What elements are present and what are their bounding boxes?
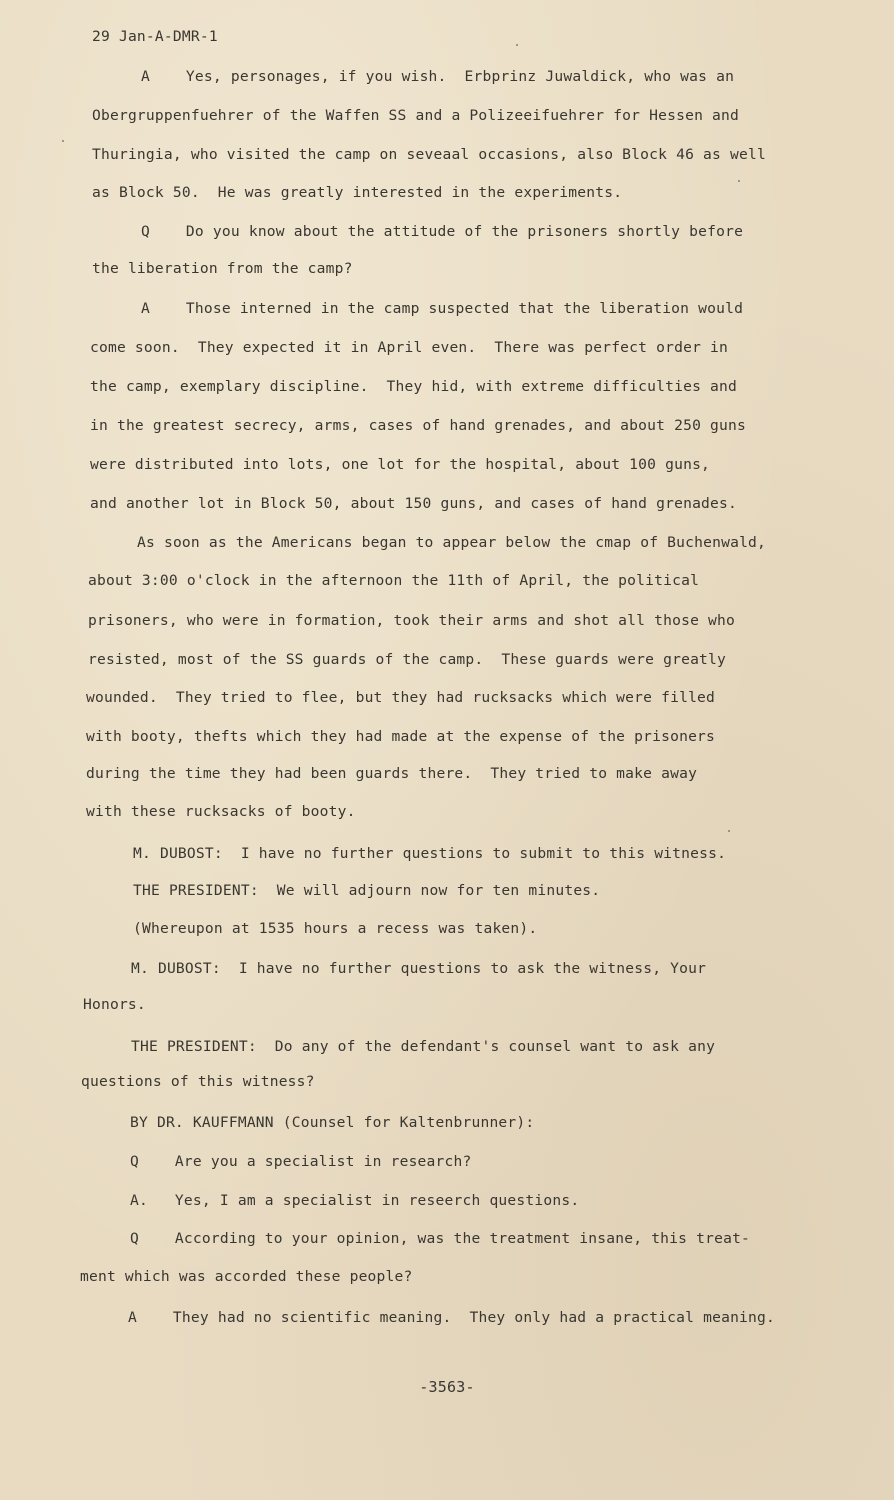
text-line: questions of this witness? xyxy=(81,1073,315,1090)
text-line: prisoners, who were in formation, took their arms and shot all those who xyxy=(88,612,736,629)
text-line: M. DUBOST: I have no further questions to ask the witness, Your xyxy=(131,960,707,977)
text-line: A. Yes, I am a specialist in reseerch questions. xyxy=(130,1192,580,1209)
text-line: the camp, exemplary discipline. They hid, with extreme difficulties and xyxy=(90,378,738,395)
text-line: about 3:00 o'clock in the afternoon the 11th of April, the political xyxy=(88,572,700,589)
text-line: M. DUBOST: I have no further questions to submit to this witness. xyxy=(133,845,727,862)
text-line: in the greatest secrecy, arms, cases of hand grenades, and about 250 guns xyxy=(90,417,746,434)
text-line: As soon as the Americans began to appear below the cmap of Buchenwald, xyxy=(137,534,767,551)
text-line: with booty, thefts which they had made at the expense of the prisoners xyxy=(86,728,716,745)
text-line: come soon. They expected it in April even. There was perfect order in xyxy=(90,339,729,356)
text-line: A Those interned in the camp suspected that the liberation would xyxy=(141,300,744,317)
paper-speck xyxy=(62,140,64,142)
text-line: the liberation from the camp? xyxy=(92,260,353,277)
text-line: A They had no scientific meaning. They only had a practical meaning. xyxy=(128,1309,776,1326)
text-line: and another lot in Block 50, about 150 guns, and cases of hand grenades. xyxy=(90,495,738,512)
text-line: Thuringia, who visited the camp on seveaal occasions, also Block 46 as well xyxy=(92,146,766,163)
text-line: Q According to your opinion, was the treatment insane, this treat- xyxy=(130,1230,751,1247)
text-line: A Yes, personages, if you wish. Erbprinz Juwaldick, who was an xyxy=(141,68,735,85)
text-line: THE PRESIDENT: We will adjourn now for ten minutes. xyxy=(133,882,601,899)
text-line: THE PRESIDENT: Do any of the defendant's counsel want to ask any xyxy=(131,1038,716,1055)
text-line: (Whereupon at 1535 hours a recess was taken). xyxy=(133,920,538,937)
page-number: -3563- xyxy=(419,1378,475,1396)
text-line: wounded. They tried to flee, but they had rucksacks which were filled xyxy=(86,689,716,706)
text-line: Obergruppenfuehrer of the Waffen SS and a Polizeeifuehrer for Hessen and xyxy=(92,107,740,124)
text-line: ment which was accorded these people? xyxy=(80,1268,413,1285)
paper-speck xyxy=(738,180,740,182)
text-line: as Block 50. He was greatly interested in the experiments. xyxy=(92,184,623,201)
text-line: BY DR. KAUFFMANN (Counsel for Kaltenbrunner): xyxy=(130,1114,535,1131)
text-line: Q Do you know about the attitude of the prisoners shortly before xyxy=(141,223,744,240)
text-line: with these rucksacks of booty. xyxy=(86,803,356,820)
text-line: Honors. xyxy=(83,996,146,1013)
text-line: during the time they had been guards there. They tried to make away xyxy=(86,765,698,782)
paper-speck xyxy=(516,44,518,46)
text-line: Q Are you a specialist in research? xyxy=(130,1153,472,1170)
text-line: were distributed into lots, one lot for the hospital, about 100 guns, xyxy=(90,456,711,473)
paper-speck xyxy=(728,830,730,832)
page-header: 29 Jan-A-DMR-1 xyxy=(92,28,218,45)
text-line: resisted, most of the SS guards of the camp. These guards were greatly xyxy=(88,651,727,668)
